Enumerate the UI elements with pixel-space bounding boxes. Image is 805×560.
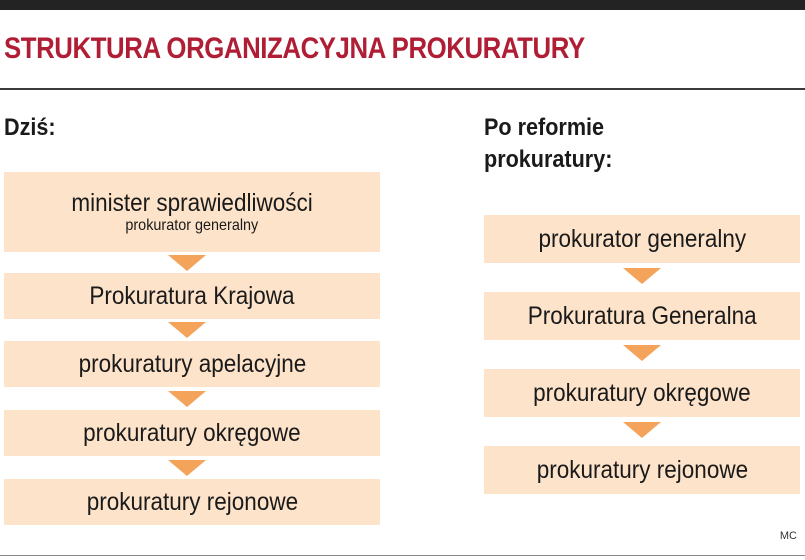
left-heading: Dziś:	[4, 114, 56, 141]
left-box-apelacyjne	[4, 341, 380, 387]
left-box-okregowe	[4, 410, 380, 456]
bottom-rule	[0, 555, 805, 556]
down-arrow-icon	[623, 268, 661, 284]
left-box-krajowa	[4, 273, 380, 319]
right-box-prokurator	[484, 215, 800, 263]
right-box-rejonowe-label: prokuratury rejonowe	[536, 455, 748, 484]
left-box-apelacyjne-label: prokuratury apelacyjne	[78, 349, 306, 378]
chart-title: STRUKTURA ORGANIZACYJNA PROKURATURY	[4, 32, 585, 65]
down-arrow-icon	[623, 422, 661, 438]
down-arrow-icon	[623, 345, 661, 361]
down-arrow-icon	[168, 460, 206, 476]
right-box-generalna	[484, 292, 800, 340]
top-rule	[0, 0, 805, 10]
right-heading-line2: prokuratury:	[484, 146, 613, 173]
down-arrow-icon	[168, 322, 206, 338]
left-box-minister-sublabel: prokurator generalny	[125, 216, 259, 234]
left-box-krajowa-label: Prokuratura Krajowa	[89, 281, 295, 310]
left-box-rejonowe-label: prokuratury rejonowe	[86, 487, 298, 516]
left-box-okregowe-label: prokuratury okręgowe	[83, 418, 301, 447]
right-box-rejonowe	[484, 446, 800, 494]
down-arrow-icon	[168, 391, 206, 407]
down-arrow-icon	[168, 255, 206, 271]
left-box-rejonowe	[4, 479, 380, 525]
right-heading-line1: Po reformie	[484, 114, 605, 141]
right-box-generalna-label: Prokuratura Generalna	[527, 301, 757, 330]
author-credit: MC	[779, 530, 797, 542]
right-box-prokurator-label: prokurator generalny	[538, 224, 746, 253]
right-box-okregowe-label: prokuratury okręgowe	[533, 378, 751, 407]
left-box-minister-label: minister sprawiedliwości	[71, 188, 313, 217]
left-box-minister	[4, 172, 380, 252]
title-divider	[0, 88, 805, 90]
right-box-okregowe	[484, 369, 800, 417]
